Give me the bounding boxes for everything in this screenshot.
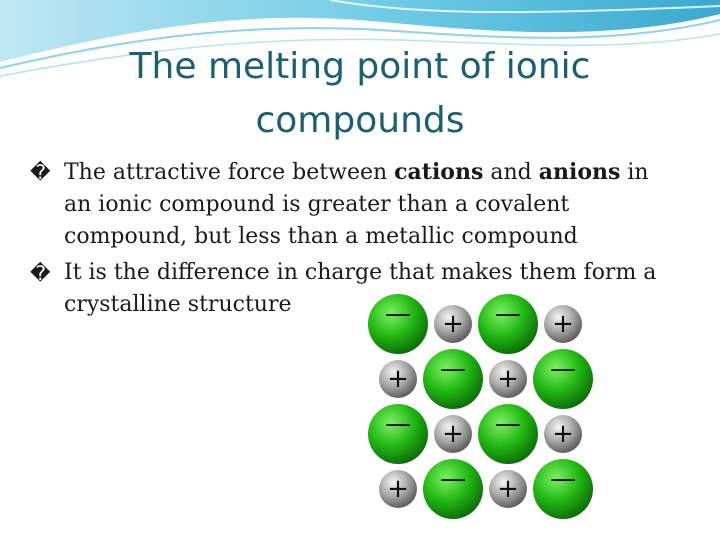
cation-sphere	[434, 305, 472, 343]
bold-term-anions: anions	[538, 159, 621, 185]
plus-sign: +	[442, 419, 464, 449]
cation-sphere	[379, 470, 417, 508]
anion-sphere	[368, 404, 428, 464]
anion-sphere	[478, 294, 538, 354]
cation-sphere	[544, 305, 582, 343]
minus-sign: —	[440, 354, 466, 384]
anion-sphere	[423, 349, 483, 409]
cation-sphere	[544, 415, 582, 453]
minus-sign: —	[495, 299, 521, 329]
plus-sign: +	[387, 474, 409, 504]
minus-sign: —	[440, 464, 466, 494]
cation-sphere	[489, 470, 527, 508]
anion-sphere	[533, 459, 593, 519]
minus-sign: —	[495, 409, 521, 439]
plus-sign: +	[552, 309, 574, 339]
bullet-marker-icon: �	[30, 261, 51, 285]
minus-sign: —	[385, 409, 411, 439]
plus-sign: +	[442, 309, 464, 339]
minus-sign: —	[550, 464, 576, 494]
cation-sphere	[379, 360, 417, 398]
bullet-text: The attractive force between	[64, 160, 395, 185]
bold-term-cations: cations	[394, 159, 484, 185]
ionic-lattice-diagram	[366, 292, 594, 520]
minus-sign: —	[550, 354, 576, 384]
plus-sign: +	[552, 419, 574, 449]
cation-sphere	[434, 415, 472, 453]
bullet-text: It is the difference in charge that makes them form a crystalline structure	[64, 260, 657, 317]
minus-sign: —	[385, 299, 411, 329]
bullet-text: in an ionic compound is greater than a covalent compound, but less than a metallic compound	[64, 160, 649, 249]
anion-sphere	[478, 404, 538, 464]
anion-sphere	[368, 294, 428, 354]
slide-title: The melting point of ionic compounds	[129, 46, 591, 141]
anion-sphere	[423, 459, 483, 519]
bullet-marker-icon: �	[30, 160, 51, 184]
plus-sign: +	[387, 364, 409, 394]
bullet-text: and	[483, 160, 539, 185]
bullet-item	[22, 156, 682, 253]
plus-sign: +	[497, 364, 519, 394]
anion-sphere	[533, 349, 593, 409]
cation-sphere	[489, 360, 527, 398]
plus-sign: +	[497, 474, 519, 504]
